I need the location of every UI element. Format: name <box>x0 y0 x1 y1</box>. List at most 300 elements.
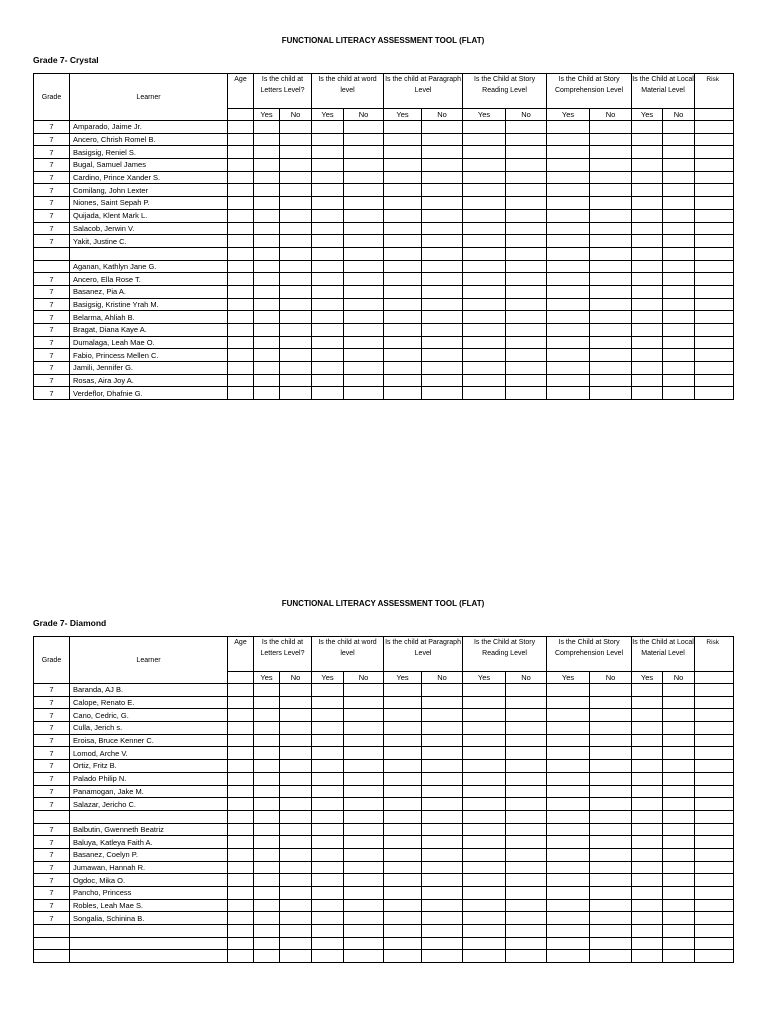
empty-cell <box>547 222 590 235</box>
empty-cell <box>228 273 254 286</box>
learner-name-cell: Calope, Renato E. <box>70 696 228 709</box>
empty-cell <box>463 836 506 849</box>
empty-cell <box>663 285 695 298</box>
empty-cell <box>590 785 632 798</box>
empty-cell <box>695 171 734 184</box>
empty-cell <box>590 374 632 387</box>
empty-cell <box>695 374 734 387</box>
empty-cell <box>463 336 506 349</box>
empty-cell <box>506 709 547 722</box>
empty-cell <box>506 798 547 811</box>
subheader-no: No <box>344 109 384 121</box>
empty-cell <box>547 887 590 900</box>
empty-cell <box>228 197 254 210</box>
empty-cell <box>632 874 663 887</box>
empty-cell <box>280 209 312 222</box>
empty-cell <box>463 734 506 747</box>
empty-cell <box>228 925 254 938</box>
empty-cell <box>663 171 695 184</box>
empty-cell <box>506 362 547 375</box>
empty-cell <box>506 222 547 235</box>
empty-cell <box>422 374 463 387</box>
grade-cell: 7 <box>34 823 70 836</box>
subheader-no: No <box>344 672 384 684</box>
empty-cell <box>280 184 312 197</box>
empty-cell <box>254 374 280 387</box>
empty-cell <box>547 760 590 773</box>
empty-cell <box>312 222 344 235</box>
empty-cell <box>547 747 590 760</box>
grade-cell: 7 <box>34 298 70 311</box>
grade-cell: 7 <box>34 133 70 146</box>
grade-cell: 7 <box>34 747 70 760</box>
empty-cell <box>422 798 463 811</box>
column-header-word-level: Is the child at word level <box>312 74 384 109</box>
empty-cell <box>506 387 547 400</box>
learner-name-cell: Fabio, Princess Mellen C. <box>70 349 228 362</box>
empty-cell <box>506 874 547 887</box>
subheader-yes: Yes <box>384 672 422 684</box>
learner-name-cell: Comilang, John Lexter <box>70 184 228 197</box>
empty-cell <box>663 247 695 260</box>
empty-cell <box>312 684 344 697</box>
empty-cell <box>228 311 254 324</box>
table-row <box>34 209 734 222</box>
table-row <box>34 184 734 197</box>
empty-cell <box>463 209 506 222</box>
column-header-age: Age <box>228 637 254 672</box>
empty-cell <box>632 184 663 197</box>
grade-cell: 7 <box>34 159 70 172</box>
empty-cell <box>280 722 312 735</box>
subheader-yes: Yes <box>312 672 344 684</box>
empty-cell <box>312 734 344 747</box>
empty-cell <box>312 362 344 375</box>
empty-cell <box>695 349 734 362</box>
empty-cell <box>663 209 695 222</box>
table-row <box>34 222 734 235</box>
empty-cell <box>463 684 506 697</box>
empty-cell <box>422 709 463 722</box>
empty-cell <box>463 861 506 874</box>
empty-cell <box>228 912 254 925</box>
empty-cell <box>280 785 312 798</box>
empty-cell <box>344 349 384 362</box>
empty-cell <box>384 696 422 709</box>
empty-cell <box>590 861 632 874</box>
empty-cell <box>463 709 506 722</box>
table-row <box>34 362 734 375</box>
empty-cell <box>280 285 312 298</box>
grade-cell: 7 <box>34 848 70 861</box>
empty-cell <box>632 861 663 874</box>
empty-cell <box>695 298 734 311</box>
table-row <box>34 146 734 159</box>
empty-cell <box>663 336 695 349</box>
empty-cell <box>384 785 422 798</box>
empty-cell <box>590 197 632 210</box>
empty-cell <box>463 235 506 248</box>
empty-cell <box>254 285 280 298</box>
grade-cell: 7 <box>34 222 70 235</box>
empty-cell <box>312 349 344 362</box>
empty-cell <box>632 696 663 709</box>
table-row <box>34 848 734 861</box>
empty-cell <box>422 899 463 912</box>
grade-cell: 7 <box>34 285 70 298</box>
learner-name-cell: Quijada, Klent Mark L. <box>70 209 228 222</box>
empty-cell <box>547 772 590 785</box>
empty-cell <box>632 260 663 273</box>
assessment-section-crystal <box>33 35 733 400</box>
grade-cell: 7 <box>34 146 70 159</box>
subheader-no: No <box>422 672 463 684</box>
column-header-story-comprehension-level: Is the Child at Story Comprehension Level <box>547 637 632 672</box>
table-row <box>34 810 734 823</box>
empty-cell <box>228 696 254 709</box>
empty-cell <box>663 772 695 785</box>
empty-cell <box>344 760 384 773</box>
empty-cell <box>312 133 344 146</box>
empty-cell <box>590 937 632 950</box>
empty-cell <box>590 684 632 697</box>
empty-cell <box>384 349 422 362</box>
learner-name-cell: Salazar, Jericho C. <box>70 798 228 811</box>
empty-cell <box>663 349 695 362</box>
empty-cell <box>632 912 663 925</box>
empty-cell <box>312 235 344 248</box>
column-header-paragraph-level: Is the child at Paragraph Level <box>384 74 463 109</box>
empty-cell <box>312 899 344 912</box>
empty-cell <box>312 374 344 387</box>
empty-cell <box>632 222 663 235</box>
empty-cell <box>344 146 384 159</box>
empty-cell <box>384 848 422 861</box>
empty-cell <box>254 311 280 324</box>
empty-cell <box>695 197 734 210</box>
empty-cell <box>547 260 590 273</box>
empty-cell <box>506 772 547 785</box>
empty-cell <box>312 247 344 260</box>
empty-cell <box>663 146 695 159</box>
empty-cell <box>228 324 254 337</box>
empty-cell <box>254 747 280 760</box>
empty-cell <box>590 184 632 197</box>
empty-cell <box>590 887 632 900</box>
learner-name-cell <box>70 247 228 260</box>
empty-cell <box>663 298 695 311</box>
table-row <box>34 285 734 298</box>
empty-cell <box>228 684 254 697</box>
empty-cell <box>228 887 254 900</box>
empty-cell <box>590 734 632 747</box>
empty-cell <box>547 349 590 362</box>
empty-cell <box>254 349 280 362</box>
empty-cell <box>254 772 280 785</box>
column-header-local-material-level: Is the Child at Local Material Level <box>632 74 695 109</box>
empty-cell <box>422 159 463 172</box>
empty-cell <box>547 848 590 861</box>
empty-cell <box>254 760 280 773</box>
empty-cell <box>463 925 506 938</box>
empty-cell <box>663 887 695 900</box>
empty-cell <box>632 247 663 260</box>
grade-cell: 7 <box>34 722 70 735</box>
empty-cell <box>695 273 734 286</box>
empty-cell <box>547 696 590 709</box>
table-row <box>34 298 734 311</box>
empty-cell <box>254 197 280 210</box>
empty-cell <box>547 899 590 912</box>
empty-cell <box>590 311 632 324</box>
empty-cell <box>228 133 254 146</box>
grade-cell: 7 <box>34 336 70 349</box>
empty-cell <box>344 133 384 146</box>
empty-cell <box>632 362 663 375</box>
empty-cell <box>695 887 734 900</box>
empty-cell <box>422 684 463 697</box>
empty-cell <box>506 133 547 146</box>
empty-cell <box>663 121 695 134</box>
empty-cell <box>590 349 632 362</box>
empty-cell <box>663 722 695 735</box>
empty-cell <box>463 798 506 811</box>
age-subheader-blank <box>228 672 254 684</box>
empty-cell <box>384 861 422 874</box>
empty-cell <box>547 387 590 400</box>
empty-cell <box>280 937 312 950</box>
table-row <box>34 709 734 722</box>
empty-cell <box>506 785 547 798</box>
empty-cell <box>506 171 547 184</box>
learner-name-cell <box>70 950 228 963</box>
empty-cell <box>695 247 734 260</box>
empty-cell <box>228 349 254 362</box>
empty-cell <box>344 734 384 747</box>
empty-cell <box>506 836 547 849</box>
empty-cell <box>663 912 695 925</box>
empty-cell <box>312 159 344 172</box>
empty-cell <box>632 760 663 773</box>
document-title: FUNCTIONAL LITERACY ASSESSMENT TOOL (FLAT) <box>281 36 485 45</box>
empty-cell <box>228 861 254 874</box>
empty-cell <box>590 146 632 159</box>
empty-cell <box>632 810 663 823</box>
empty-cell <box>280 159 312 172</box>
empty-cell <box>506 861 547 874</box>
learner-name-cell: Ogdoc, Mika O. <box>70 874 228 887</box>
empty-cell <box>463 387 506 400</box>
empty-cell <box>422 925 463 938</box>
empty-cell <box>663 222 695 235</box>
empty-cell <box>547 912 590 925</box>
empty-cell <box>422 861 463 874</box>
empty-cell <box>344 222 384 235</box>
empty-cell <box>280 823 312 836</box>
empty-cell <box>463 374 506 387</box>
empty-cell <box>632 848 663 861</box>
empty-cell <box>632 823 663 836</box>
empty-cell <box>590 235 632 248</box>
empty-cell <box>312 887 344 900</box>
table-row <box>34 823 734 836</box>
table-row <box>34 734 734 747</box>
empty-cell <box>422 760 463 773</box>
empty-cell <box>254 260 280 273</box>
empty-cell <box>384 362 422 375</box>
empty-cell <box>590 709 632 722</box>
empty-cell <box>280 311 312 324</box>
learner-name-cell: Palado Philip N. <box>70 772 228 785</box>
empty-cell <box>254 684 280 697</box>
empty-cell <box>632 159 663 172</box>
empty-cell <box>344 785 384 798</box>
empty-cell <box>695 950 734 963</box>
age-subheader-blank <box>228 109 254 121</box>
empty-cell <box>590 772 632 785</box>
empty-cell <box>590 848 632 861</box>
empty-cell <box>254 861 280 874</box>
empty-cell <box>506 336 547 349</box>
empty-cell <box>384 247 422 260</box>
empty-cell <box>632 950 663 963</box>
empty-cell <box>312 810 344 823</box>
empty-cell <box>547 247 590 260</box>
empty-cell <box>312 772 344 785</box>
empty-cell <box>254 362 280 375</box>
subheader-no: No <box>590 109 632 121</box>
empty-cell <box>663 798 695 811</box>
empty-cell <box>228 734 254 747</box>
empty-cell <box>695 912 734 925</box>
learner-name-cell: Yakit, Justine C. <box>70 235 228 248</box>
empty-cell <box>254 324 280 337</box>
empty-cell <box>506 285 547 298</box>
empty-cell <box>344 336 384 349</box>
empty-cell <box>280 146 312 159</box>
empty-cell <box>254 912 280 925</box>
empty-cell <box>384 722 422 735</box>
empty-cell <box>663 760 695 773</box>
empty-cell <box>695 709 734 722</box>
empty-cell <box>632 197 663 210</box>
empty-cell <box>463 222 506 235</box>
empty-cell <box>506 159 547 172</box>
table-row <box>34 133 734 146</box>
empty-cell <box>590 387 632 400</box>
learner-name-cell: Ancero, Chrish Romel B. <box>70 133 228 146</box>
empty-cell <box>695 696 734 709</box>
empty-cell <box>632 722 663 735</box>
empty-cell <box>632 171 663 184</box>
empty-cell <box>695 184 734 197</box>
empty-cell <box>254 273 280 286</box>
empty-cell <box>228 209 254 222</box>
empty-cell <box>463 197 506 210</box>
empty-cell <box>632 349 663 362</box>
column-header-grade: Grade <box>34 637 70 684</box>
empty-cell <box>663 311 695 324</box>
grade-cell: 7 <box>34 374 70 387</box>
empty-cell <box>344 285 384 298</box>
empty-cell <box>547 874 590 887</box>
subheader-yes: Yes <box>547 672 590 684</box>
empty-cell <box>384 273 422 286</box>
empty-cell <box>254 722 280 735</box>
empty-cell <box>344 184 384 197</box>
table-row <box>34 247 734 260</box>
empty-cell <box>463 159 506 172</box>
table-row <box>34 159 734 172</box>
empty-cell <box>344 861 384 874</box>
empty-cell <box>663 133 695 146</box>
empty-cell <box>632 798 663 811</box>
column-header-letters-level: Is the child at Letters Level? <box>254 74 312 109</box>
empty-cell <box>663 273 695 286</box>
empty-cell <box>384 887 422 900</box>
empty-cell <box>422 311 463 324</box>
learner-name-cell: Basigsig, Reniel S. <box>70 146 228 159</box>
empty-cell <box>590 273 632 286</box>
empty-cell <box>228 171 254 184</box>
empty-cell <box>663 159 695 172</box>
empty-cell <box>280 696 312 709</box>
empty-cell <box>547 159 590 172</box>
empty-cell <box>590 747 632 760</box>
empty-cell <box>506 823 547 836</box>
empty-cell <box>422 387 463 400</box>
learner-name-cell: Basigsig, Kristine Yrah M. <box>70 298 228 311</box>
empty-cell <box>312 387 344 400</box>
empty-cell <box>463 950 506 963</box>
empty-cell <box>463 722 506 735</box>
grade-cell: 7 <box>34 362 70 375</box>
empty-cell <box>590 298 632 311</box>
empty-cell <box>228 848 254 861</box>
empty-cell <box>422 260 463 273</box>
grade-cell: 7 <box>34 684 70 697</box>
empty-cell <box>695 121 734 134</box>
empty-cell <box>463 887 506 900</box>
empty-cell <box>344 247 384 260</box>
grade-cell: 7 <box>34 171 70 184</box>
empty-cell <box>695 387 734 400</box>
empty-cell <box>280 222 312 235</box>
empty-cell <box>228 235 254 248</box>
empty-cell <box>254 937 280 950</box>
column-header-paragraph-level: Is the child at Paragraph Level <box>384 637 463 672</box>
empty-cell <box>344 273 384 286</box>
empty-cell <box>344 950 384 963</box>
empty-cell <box>312 171 344 184</box>
table-row <box>34 798 734 811</box>
empty-cell <box>422 171 463 184</box>
empty-cell <box>280 298 312 311</box>
empty-cell <box>632 209 663 222</box>
empty-cell <box>280 760 312 773</box>
empty-cell <box>463 311 506 324</box>
learner-name-cell: Balbutin, Gwenneth Beatriz <box>70 823 228 836</box>
empty-cell <box>312 785 344 798</box>
empty-cell <box>632 146 663 159</box>
empty-cell <box>590 133 632 146</box>
empty-cell <box>506 247 547 260</box>
empty-cell <box>280 247 312 260</box>
empty-cell <box>632 374 663 387</box>
empty-cell <box>422 235 463 248</box>
empty-cell <box>422 349 463 362</box>
assessment-table <box>33 73 734 400</box>
